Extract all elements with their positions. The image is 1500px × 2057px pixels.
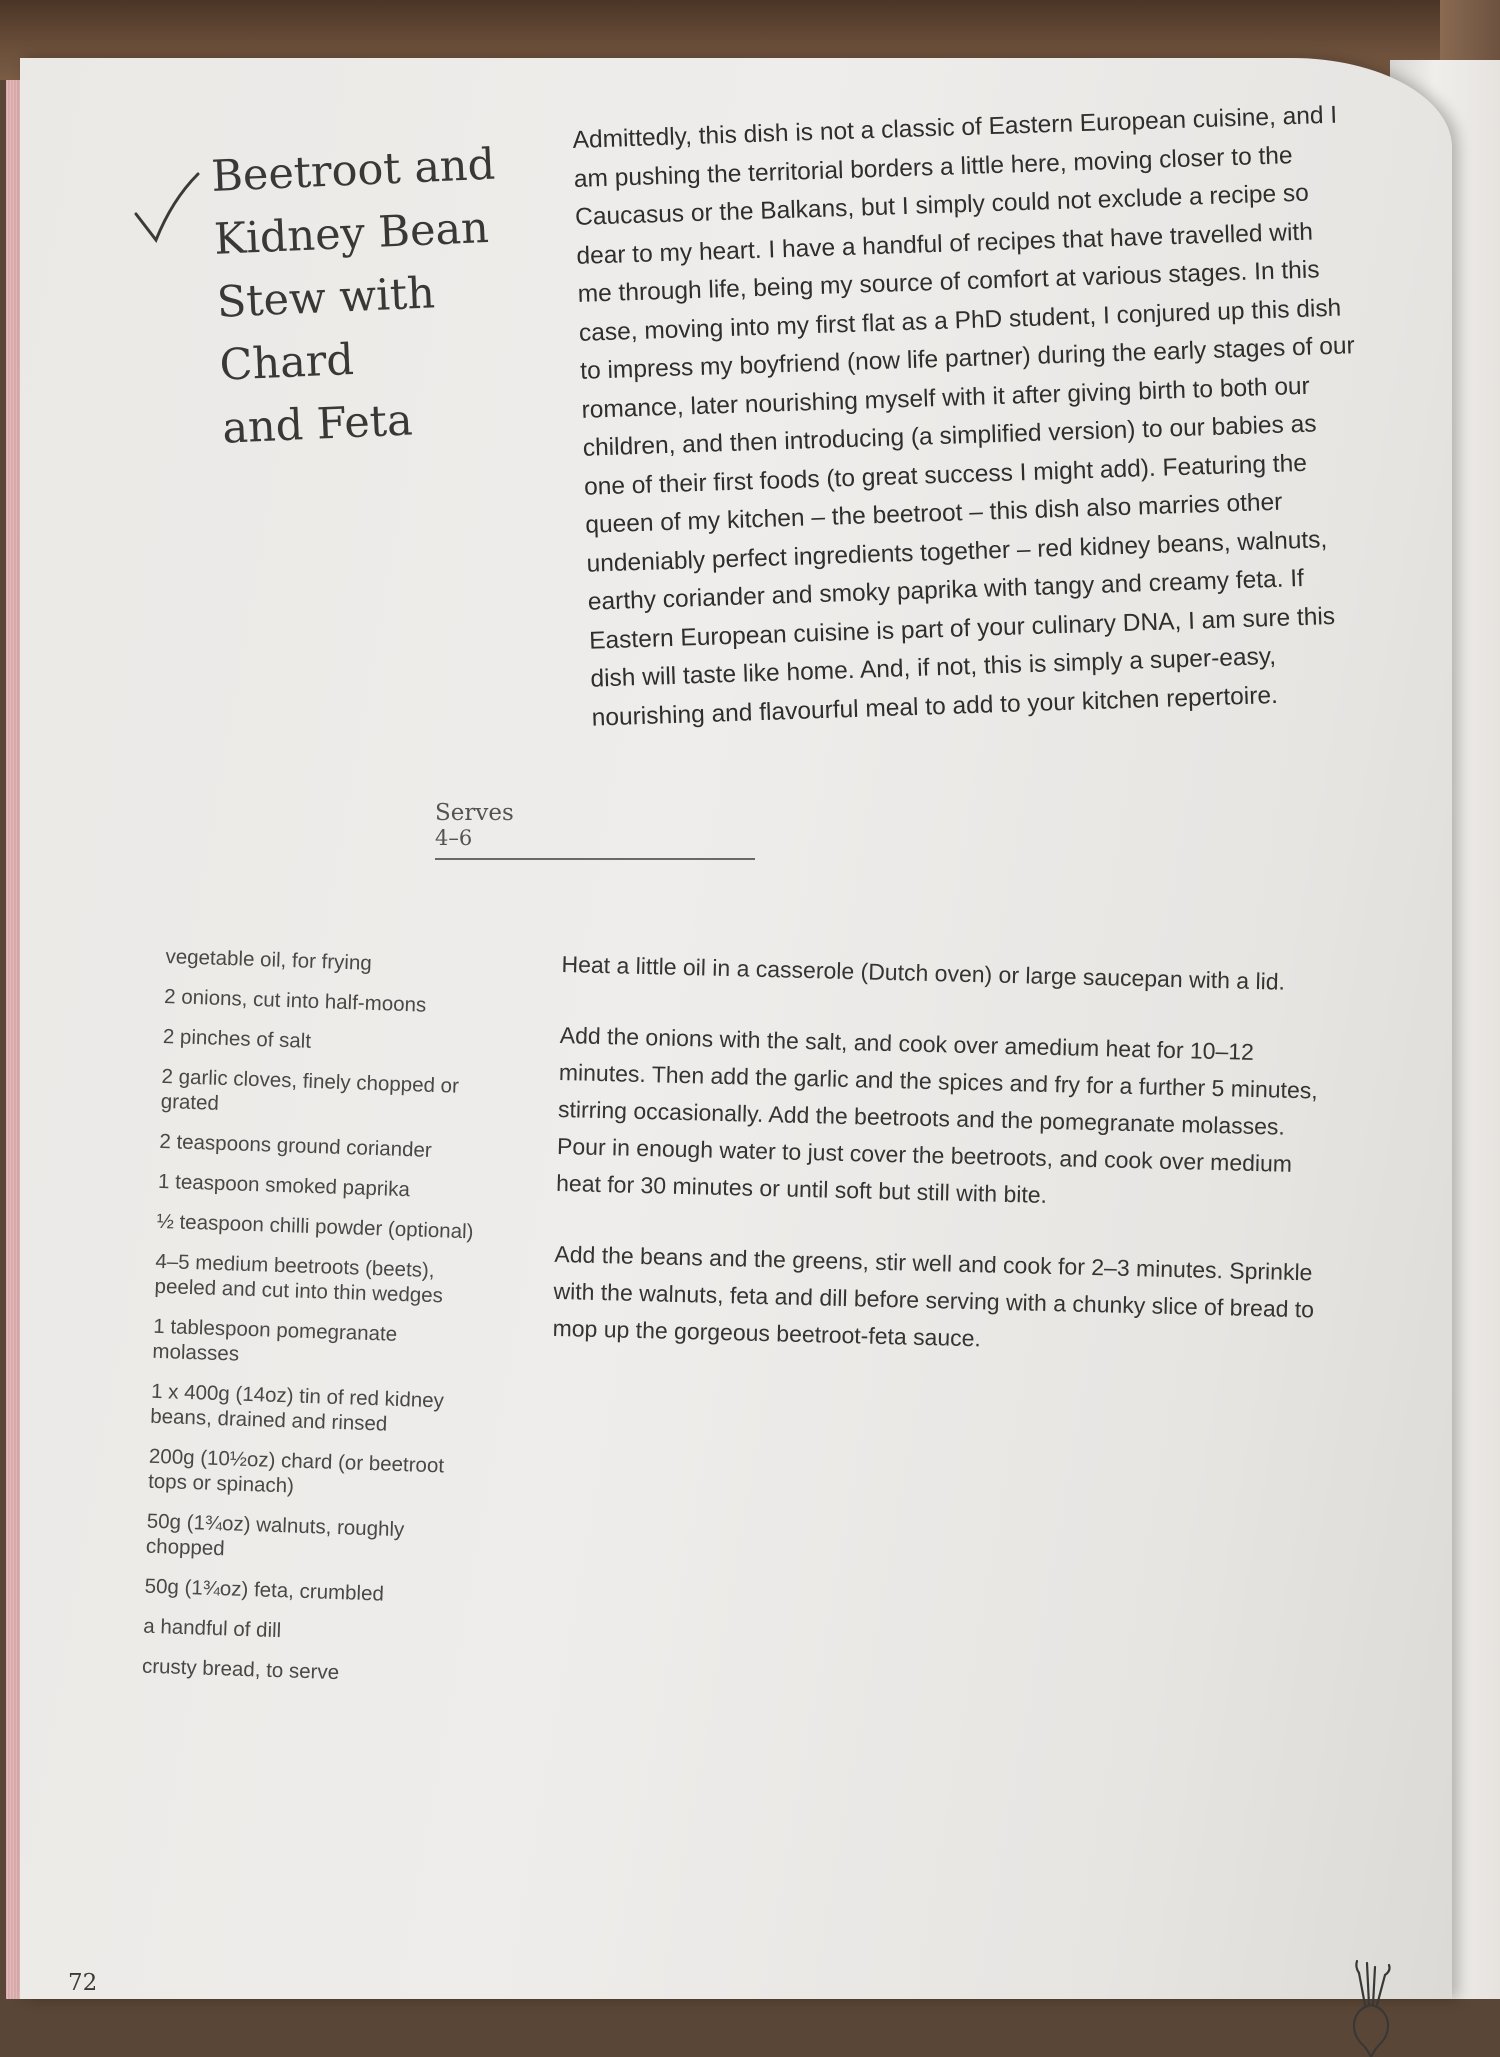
- recipe-intro: Admittedly, this dish is not a classic of Eastern European cuisine, and I am pushing the territorial borders a little here, moving closer to the Caucasus or the Balkans, but I simply could not exclude a recipe so dear to my heart. I have a handful of recipes that have travelled with me through life, being my source of comfort at various stages. In this case, moving into my first flat as a PhD student, I conjured up this dish to impress my boyfriend (now life partner) during the early stages of our romance, later nourishing myself with it after giving birth to both our children, and then introducing (a simplified version) to our babies as one of their first foods (to great success I might add). Featuring the queen of my kitchen – the beetroot – this dish also marries other undeniably perfect ingredients together – red kidney beans, walnuts, earthy coriander and smoky paprika with tangy and creamy feta. If Eastern European cuisine is part of your culinary DNA, I am sure this dish will taste like home. And, if not, this is simply a super-easy, nourishing and flavourful meal to add to your kitchen repertoire.: [572, 101, 1356, 732]
- method-step: Heat a little oil in a casserole (Dutch oven) or large saucepan with a lid.: [561, 950, 1286, 995]
- method-steps: [551, 946, 1341, 1400]
- ingredient-item: 2 onions, cut into half-moons: [163, 984, 427, 1017]
- page-number: 72: [68, 1970, 98, 1996]
- serves-quantity: 4–6: [435, 826, 473, 850]
- serves-block: [435, 800, 755, 850]
- method-step: Add the onions with the salt, and cook over amedium heat for 10–12 minutes. Then add the garlic and the spices and fry for a further 5 minutes, stirring occasionally. Add the beetroots and the pomegranate molasses. Pour in enough water to just cover the beetroots, and cook over medium heat for 30 minutes or until soft but still with bite.: [555, 1021, 1319, 1208]
- ingredient-item: crusty bread, to serve: [141, 1654, 340, 1685]
- ingredient-item: 2 teaspoons ground coriander: [159, 1129, 433, 1162]
- title-line: Stew with: [215, 268, 436, 328]
- serves-label: Serves: [435, 800, 514, 826]
- ingredient-item: a handful of dill: [142, 1614, 282, 1643]
- method-step: Add the beans and the greens, stir well and cook for 2–3 minutes. Sprinkle with the walnuts, feta and dill before serving with a chunky slice of bread to mop up the gorgeous beetroot-feta sauce.: [552, 1240, 1315, 1352]
- ingredient-item: 1 x 400g (14oz) tin of red kidney beans, drained and rinsed: [149, 1379, 445, 1436]
- title-line: and Feta: [221, 395, 414, 454]
- ingredient-item: 50g (1¾oz) feta, crumbled: [144, 1574, 385, 1606]
- ingredients-list: [141, 944, 496, 1705]
- ingredient-item: 200g (10½oz) chard (or beetroot tops or spinach): [147, 1444, 445, 1498]
- beetroot-icon: [1345, 1953, 1401, 2057]
- title-line: Kidney Bean: [213, 202, 490, 265]
- recipe-title: [210, 133, 523, 461]
- ingredient-item: 1 tablespoon pomegranate molasses: [152, 1314, 398, 1366]
- divider: [435, 858, 755, 860]
- book-page: [20, 58, 1452, 1999]
- ingredient-item: 50g (1¾oz) walnuts, roughly chopped: [145, 1509, 405, 1561]
- ingredient-item: 2 pinches of salt: [162, 1024, 312, 1053]
- ingredient-item: 1 teaspoon smoked paprika: [157, 1169, 411, 1202]
- ingredient-item: 4–5 medium beetroots (beets), peeled and cut into thin wedges: [154, 1249, 444, 1308]
- title-line: Chard: [218, 334, 355, 391]
- ingredient-item: vegetable oil, for frying: [165, 944, 373, 975]
- check-mark-icon: [132, 170, 202, 250]
- ingredient-item: ½ teaspoon chilli powder (optional): [156, 1209, 474, 1244]
- title-line: Beetroot and: [210, 139, 497, 202]
- ingredient-item: 2 garlic cloves, finely chopped or grated: [160, 1064, 460, 1115]
